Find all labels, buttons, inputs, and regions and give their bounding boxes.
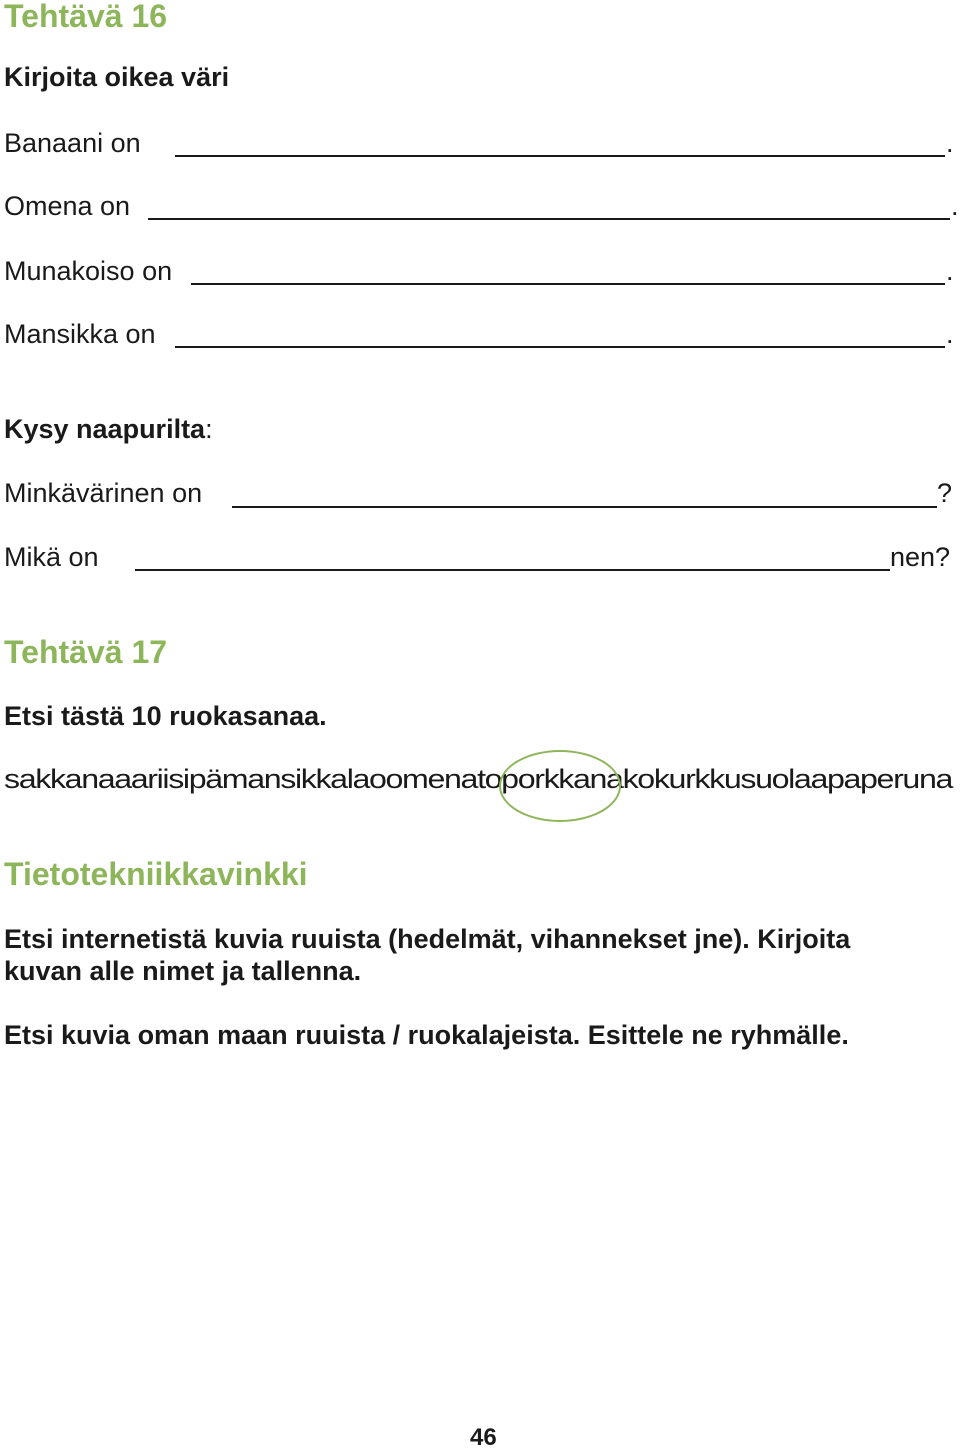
- answer-line-omena[interactable]: [148, 218, 950, 220]
- question-1-label: Minkävärinen on: [4, 478, 203, 508]
- tip-title: Tietotekniikkavinkki: [4, 856, 308, 892]
- circle-mark: [499, 750, 621, 822]
- ask-neighbor: Kysy naapurilta:: [4, 414, 213, 444]
- ask-label: Kysy naapurilta: [4, 414, 206, 444]
- tip-paragraph-2: Etsi kuvia oman maan ruuista / ruokalajeista. Esittele ne ryhmälle.: [4, 1020, 849, 1050]
- question-2-label: Mikä on: [4, 542, 99, 572]
- row-munakoiso-label: Munakoiso on: [4, 256, 173, 286]
- question-end: ?: [937, 478, 953, 508]
- row-end: .: [946, 128, 954, 158]
- row-mansikka-label: Mansikka on: [4, 319, 156, 349]
- answer-line-question-1[interactable]: [232, 506, 937, 508]
- answer-line-munakoiso[interactable]: [191, 283, 945, 285]
- tip-paragraph-1-line-2: kuvan alle nimet ja tallenna.: [4, 956, 362, 986]
- task16-title: Tehtävä 16: [4, 0, 168, 34]
- answer-line-question-2[interactable]: [135, 569, 890, 571]
- row-end: .: [946, 256, 954, 286]
- answer-line-banaani[interactable]: [175, 155, 945, 157]
- page-number: 46: [470, 1424, 497, 1451]
- question-end: nen?: [890, 542, 951, 572]
- task16-instruction: Kirjoita oikea väri: [4, 62, 230, 92]
- row-end: .: [946, 319, 954, 349]
- word-puzzle: sakkanaaariisipämansikkalaoomenatoporkkanakokurkkusuolaapaperuna: [4, 764, 953, 794]
- row-banaani-label: Banaani on: [4, 128, 141, 158]
- row-omena-label: Omena on: [4, 191, 131, 221]
- tip-paragraph-1-line-1: Etsi internetistä kuvia ruuista (hedelmät, vihannekset jne). Kirjoita: [4, 924, 851, 954]
- row-end: .: [951, 191, 959, 221]
- task17-instruction: Etsi tästä 10 ruokasanaa.: [4, 701, 327, 731]
- task17-title: Tehtävä 17: [4, 634, 168, 670]
- answer-line-mansikka[interactable]: [175, 346, 945, 348]
